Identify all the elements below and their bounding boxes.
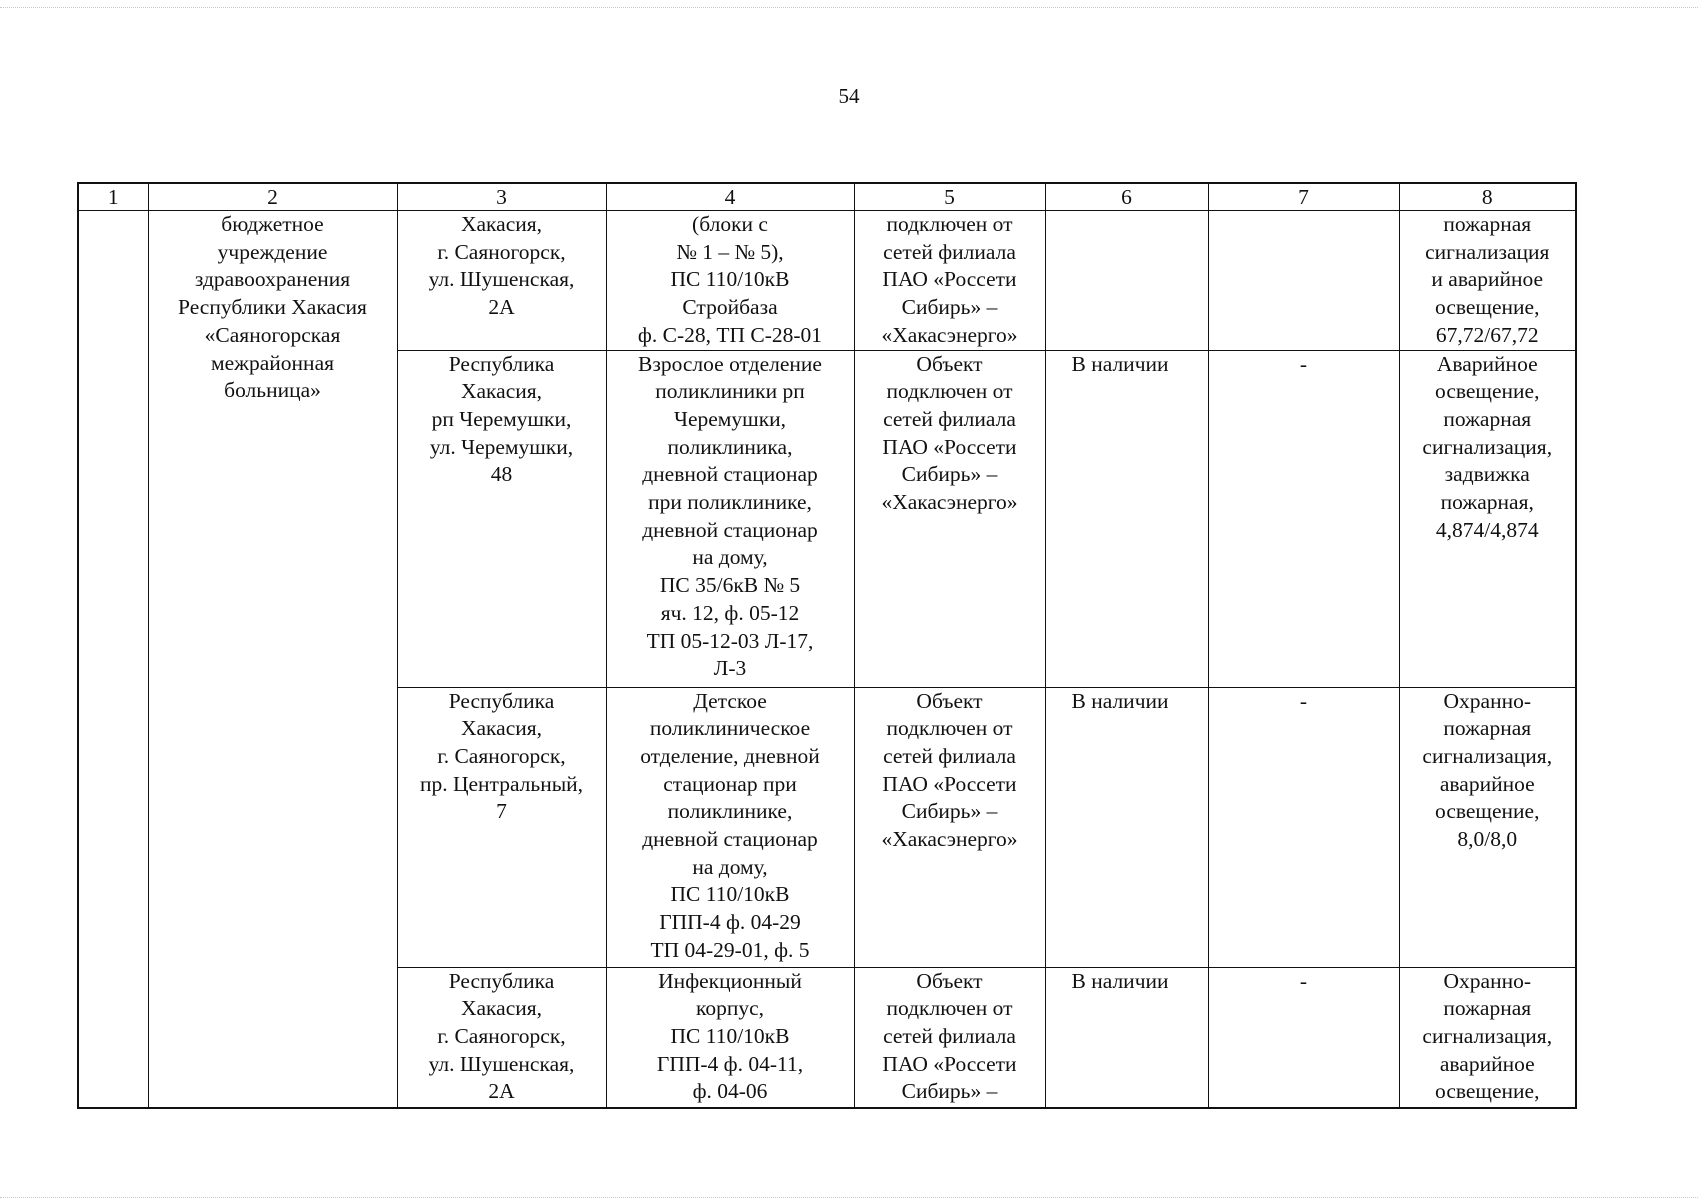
- status-cell: В наличии: [1045, 350, 1208, 687]
- scan-edge-top: [0, 7, 1698, 8]
- notes-cell: Аварийное освещение, пожарная сигнализация, задвижка пожарная, 4,874/4,874: [1399, 350, 1576, 687]
- data-table: [77, 182, 1577, 1109]
- header-cell: 7: [1208, 183, 1399, 211]
- col7-cell: -: [1208, 967, 1399, 1108]
- notes-cell: пожарная сигнализация и аварийное освещение, 67,72/67,72: [1399, 211, 1576, 351]
- status-cell: В наличии: [1045, 967, 1208, 1108]
- address-cell: Республика Хакасия, г. Саяногорск, ул. Шушенская, 2А: [397, 967, 606, 1108]
- table-row: [78, 211, 1576, 351]
- connection-cell: Объект подключен от сетей филиала ПАО «Россети Сибирь» – «Хакасэнерго»: [854, 350, 1045, 687]
- address-cell: Республика Хакасия, рп Черемушки, ул. Черемушки, 48: [397, 350, 606, 687]
- col7-cell: -: [1208, 350, 1399, 687]
- object-cell: Инфекционный корпус, ПС 110/10кВ ГПП-4 ф. 04-11, ф. 04-06: [606, 967, 854, 1108]
- col7-cell: [1208, 211, 1399, 351]
- header-cell: 5: [854, 183, 1045, 211]
- connection-cell: Объект подключен от сетей филиала ПАО «Россети Сибирь» –: [854, 967, 1045, 1108]
- address-cell: Республика Хакасия, г. Саяногорск, пр. Центральный, 7: [397, 687, 606, 967]
- header-cell: 2: [148, 183, 397, 211]
- object-cell: Взрослое отделение поликлиники рп Черемушки, поликлиника, дневной стационар при поликлинике, дневной стационар на дому, ПС 35/6кВ № 5 яч. 12, ф. 05-12 ТП 05-12-03 Л-17, Л-3: [606, 350, 854, 687]
- scan-edge-bottom: [0, 1197, 1698, 1198]
- header-cell: 4: [606, 183, 854, 211]
- connection-cell: подключен от сетей филиала ПАО «Россети Сибирь» – «Хакасэнерго»: [854, 211, 1045, 351]
- status-cell: [1045, 211, 1208, 351]
- institution-name-cell: бюджетное учреждение здравоохранения Республики Хакасия «Саяногорская межрайонная больница»: [148, 211, 397, 1108]
- col7-cell: -: [1208, 687, 1399, 967]
- header-cell: 6: [1045, 183, 1208, 211]
- address-cell: Хакасия, г. Саяногорск, ул. Шушенская, 2А: [397, 211, 606, 351]
- notes-cell: Охранно- пожарная сигнализация, аварийное освещение,: [1399, 967, 1576, 1108]
- table-header-row: [78, 183, 1576, 211]
- row-number-cell: [78, 211, 148, 1108]
- page-number: 54: [838, 84, 860, 108]
- header-cell: 8: [1399, 183, 1576, 211]
- connection-cell: Объект подключен от сетей филиала ПАО «Россети Сибирь» – «Хакасэнерго»: [854, 687, 1045, 967]
- object-cell: (блоки с № 1 – № 5), ПС 110/10кВ Стройбаза ф. С-28, ТП С-28-01: [606, 211, 854, 351]
- status-cell: В наличии: [1045, 687, 1208, 967]
- object-cell: Детское поликлиническое отделение, дневной стационар при поликлинике, дневной стационар на дому, ПС 110/10кВ ГПП-4 ф. 04-29 ТП 04-29-01, ф. 5: [606, 687, 854, 967]
- notes-cell: Охранно- пожарная сигнализация, аварийное освещение, 8,0/8,0: [1399, 687, 1576, 967]
- header-cell: 1: [78, 183, 148, 211]
- header-cell: 3: [397, 183, 606, 211]
